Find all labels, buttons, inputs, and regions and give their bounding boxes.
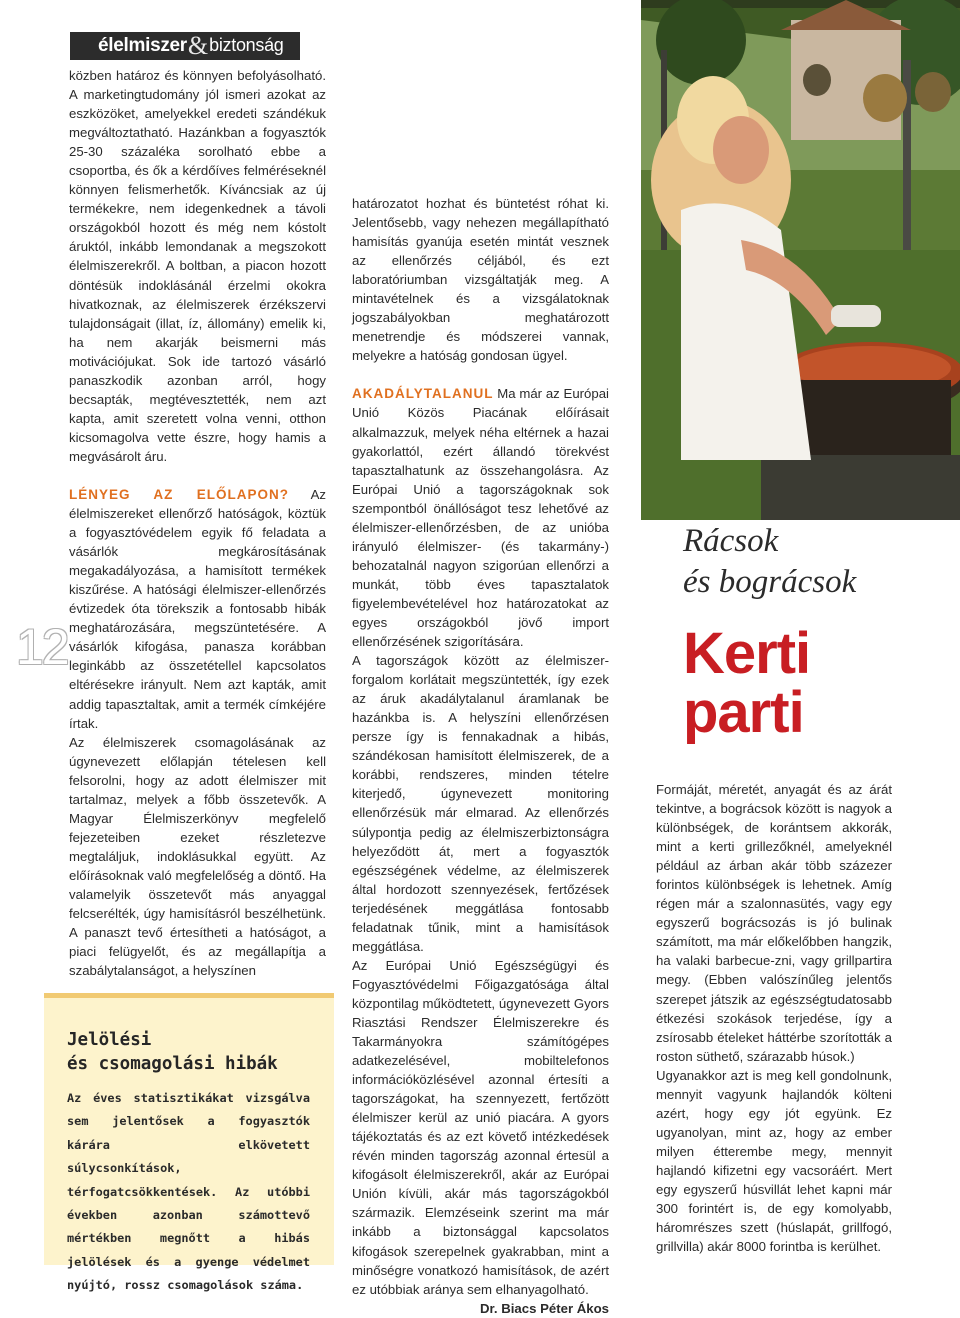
feature-subtitle bbox=[683, 521, 943, 603]
column3-paragraph-2: Ugyanakkor azt is meg kell gondolnunk, mennyit vagyunk hajlandók költeni azért, hogy egy jót együnk. Ez ugyanolyan, mint az, hogy az ember milyen étterembe megy, mennyit hajlandó kifizetni egy vacsoráért. Mert egy egyszerű húsvillát lehet kapni már 300 forintért is, de egy komolyabb, háromrészes szett (húslapát, grillfogó, grillvilla) akár 8000 forintba is kerülhet. bbox=[656, 1067, 892, 1255]
masthead-word1: élelmiszer bbox=[98, 35, 187, 56]
feature-title-line1: Kerti bbox=[683, 621, 811, 686]
masthead-ampersand: & bbox=[187, 31, 209, 60]
column1-subhead: LÉNYEG AZ ELŐLAPON? bbox=[69, 486, 290, 502]
column2-paragraph-1: határozatot hozhat és büntetést róhat ki. Jelentősebb, vagy nehezen megállapítható hamisítás gyanúja esetén mintát vesznek az ellenőrzés céljából, és ezt laboratóriumban vizsgáltatják meg. A mintavételnek és a vizsgálatoknak jogszabályokban meghatározott menetrendje és módszerei vannak, melyekre a hatóság gondosan ügyel. bbox=[352, 196, 609, 364]
article-column-2 bbox=[352, 194, 609, 1318]
feature-subtitle-line2: és bográcsok bbox=[683, 564, 857, 600]
masthead-logo bbox=[98, 33, 284, 58]
article-column-3 bbox=[656, 780, 892, 1256]
page-number: 12 bbox=[16, 619, 68, 675]
sidebar-title bbox=[67, 1028, 327, 1076]
sidebar-body: Az éves statisztikákat vizsgálva sem jelentősek a fogyasztók kárára elkövetett súlycsonkítások, térfogatcsökkentések. Az utóbbi években azonban számottevő mértékben megnőtt a hibás jelölések és a gyenge védelmet nyújtó, rossz csomagolások száma. bbox=[67, 1091, 310, 1293]
column2-paragraph-2-text: Ma már az Európai Unió Közös Piacának előírásait alkalmazzuk, melyek néha eltérnek a hazai gyakorlattól, ezért állandó törekvést tapasztalhatunk az összehangolásra. Az Európai Unió a tagországoknak sok szempontból önállóságot tesz lehetővé az élelmiszer-ellenőrzésben, de az unióba irányuló élelmiszer- (és takarmány-) behozatalnál nagyon szigorúan ellenőrzi a munkát, több éves tapasztalatok figyelembevételével hoz határozatokat az egyes országokból jövő import ellenőrzésének szigorítására. bbox=[352, 386, 609, 650]
column1-paragraph-2 bbox=[69, 485, 326, 733]
article-author: Dr. Biacs Péter Ákos bbox=[479, 1300, 609, 1316]
column2-paragraph-3: A tagországok között az élelmiszer-forgalom korlátait megszüntették, így ezek az áruk akadálytalanul áramlanak be hazánkba is. A helyszíni ellenőrzésen persze így is fennakadnak a hibás, szándékosan hamisított élelmiszerek, de a korábbi, rendszeres, minden tételre kiterjedő, úgynevezett monitoring ellenőrzésük már elmarad. Az ellenőrzés súlypontja pedig az élelmiszerbiztonságra helyeződött át, mert a fogyasztók egészségének védelme, az élelmiszerek által hordozott szennyezések, fertőzések terjedésének meggátlása fontosabb feladatnak tűnik, mint a hamisítások meggátlása. bbox=[352, 653, 609, 954]
column3-paragraph-1: Formáját, méretét, anyagát és az árát tekintve, a bográcsok között is nagyok a különbségek, de korántsem akkorák, mint a kerti grillezőknél, amelyeknél például az árban akár több százezer forintos különbségek is lehetnek. Amíg régen már a szalonnasütés, vagy egy egyszerű bográcsozás is jó bulinak számított, ma már előkelőbben hangzik, ha valaki barbecue-zni, vagy grillpartira megy. (Ebben valószínűleg jelentős szerepet játszik az egészségtudatosabb étkezési szokások terjedése, így a zsírosabb ételeket háttérbe szorították a roston süthető, szárazabb húsok.) bbox=[656, 782, 892, 1064]
feature-title bbox=[683, 621, 953, 745]
feature-subtitle-line1: Rácsok bbox=[683, 523, 779, 559]
article-column-1 bbox=[69, 66, 326, 980]
column1-paragraph-2-text: Az élelmiszereket ellenőrző hatóságok, köztük a fogyasztóvédelem egyik fő feladata a vásárlók megkárosításának megakadályozása, a hamisított termékek kiszűrése. A hatósági élelmiszer-ellenőrzés évtizedek óta törekszik a fontosabb hibák meghatározására, megszüntetésére. A vásárlók kifogása, panasza korábban leginkább az összetétellel kapcsolatos eltérésekre irányult. Nem azt kapták, amit addig tapasztaltak, amit a termék címkéjére írtak. bbox=[69, 486, 326, 731]
column2-paragraph-4: Az Európai Unió Egészségügyi és Fogyasztóvédelmi Főigazgatósága által központilag működtetett, úgynevezett Gyors Riasztási Rendszer Élelmiszerekre és Takarmányokra számítógépes adatkezelésével, mobiltelefonos információközlésével azonnal értesíti a tagországokat, ha szennyezett, fertőzött élelmiszer kerül az unió piacára. A gyors tájékoztatás és az ezt követő intézkedések révén minden tagország azonnal értesül a kifogásolt élelmiszerekről, akár az Európai Unión kívüli, akár más tagországokból származik. Elemzéseink szerint ma már inkább a biztonsággal kapcsolatos kifogások szerepelnek gyakrabban, mint a minőségre vonatkozó hamisítások, de azért ez utóbbiak aránya sem elhanyagolható. bbox=[352, 957, 609, 1297]
sidebar-top-edge bbox=[44, 993, 334, 998]
photo-illustration bbox=[641, 0, 960, 520]
sidebar-title-line1: Jelölési bbox=[67, 1030, 152, 1050]
masthead-word2: biztonság bbox=[209, 35, 284, 55]
sidebar-title-line2: és csomagolási hibák bbox=[67, 1054, 278, 1074]
garden-cooking-photo bbox=[641, 0, 960, 520]
column2-paragraph-2 bbox=[352, 384, 609, 651]
column1-paragraph-3: Az élelmiszerek csomagolásának az úgynevezett előlapján tételesen kell felsorolni, hogy az adott élelmiszer mit tartalmaz, melyek a főbb összetevők. A Magyar Élelmiszerkönyv megfelelő fejezeteiben ezeket részletezve megtaláljuk, indoklásukkal együtt. Az előírásoknak való megfelelőség a döntő. Ha valamelyik összetevőt más anyaggal felcserélték, úgy hamisításról beszélhetünk. A panaszt tevő értesítheti a hatóságot, a piaci felügyelőt, és az megállapítja a szabálytalanságot, a helyszínen bbox=[69, 734, 326, 979]
column2-subhead: AKADÁLYTALANUL bbox=[352, 386, 494, 402]
column1-paragraph-1: közben határoz és könnyen befolyásolható. A marketingtudomány jól ismeri azokat az eszközöket, amelyekkel eredeti szándékuk megváltoztatható. Hazánkban a fogyasztók 25-30 százaléka sorolható ebbe a csoportba, és ők a kérdőíves felméréseknél könnyen felismerhetők. Kíváncsiak az új termékekre, nem idegenkednek a távoli országokból hozott és még nem kóstolt áruktól, inkább lemondanak a megszokott élelmiszerekről. A boltban, a piacon hozott döntésük indoklásánál érzelmi okokra hivatkoznak, az élelmiszerek érzékszervi tulajdonságait (illat, íz, állomány) emelik ki, ha nem akarják beismerni más motivációjukat. Sok ide tartozó vásárló panaszkodik azonban arról, hogy becsapták, megtévesztették, nem azt kapta, amit szeretett volna venni, otthon kicsomagolva vette észre, hogy hamis a megvásárolt áru. bbox=[69, 68, 326, 464]
feature-title-line2: parti bbox=[683, 680, 804, 745]
